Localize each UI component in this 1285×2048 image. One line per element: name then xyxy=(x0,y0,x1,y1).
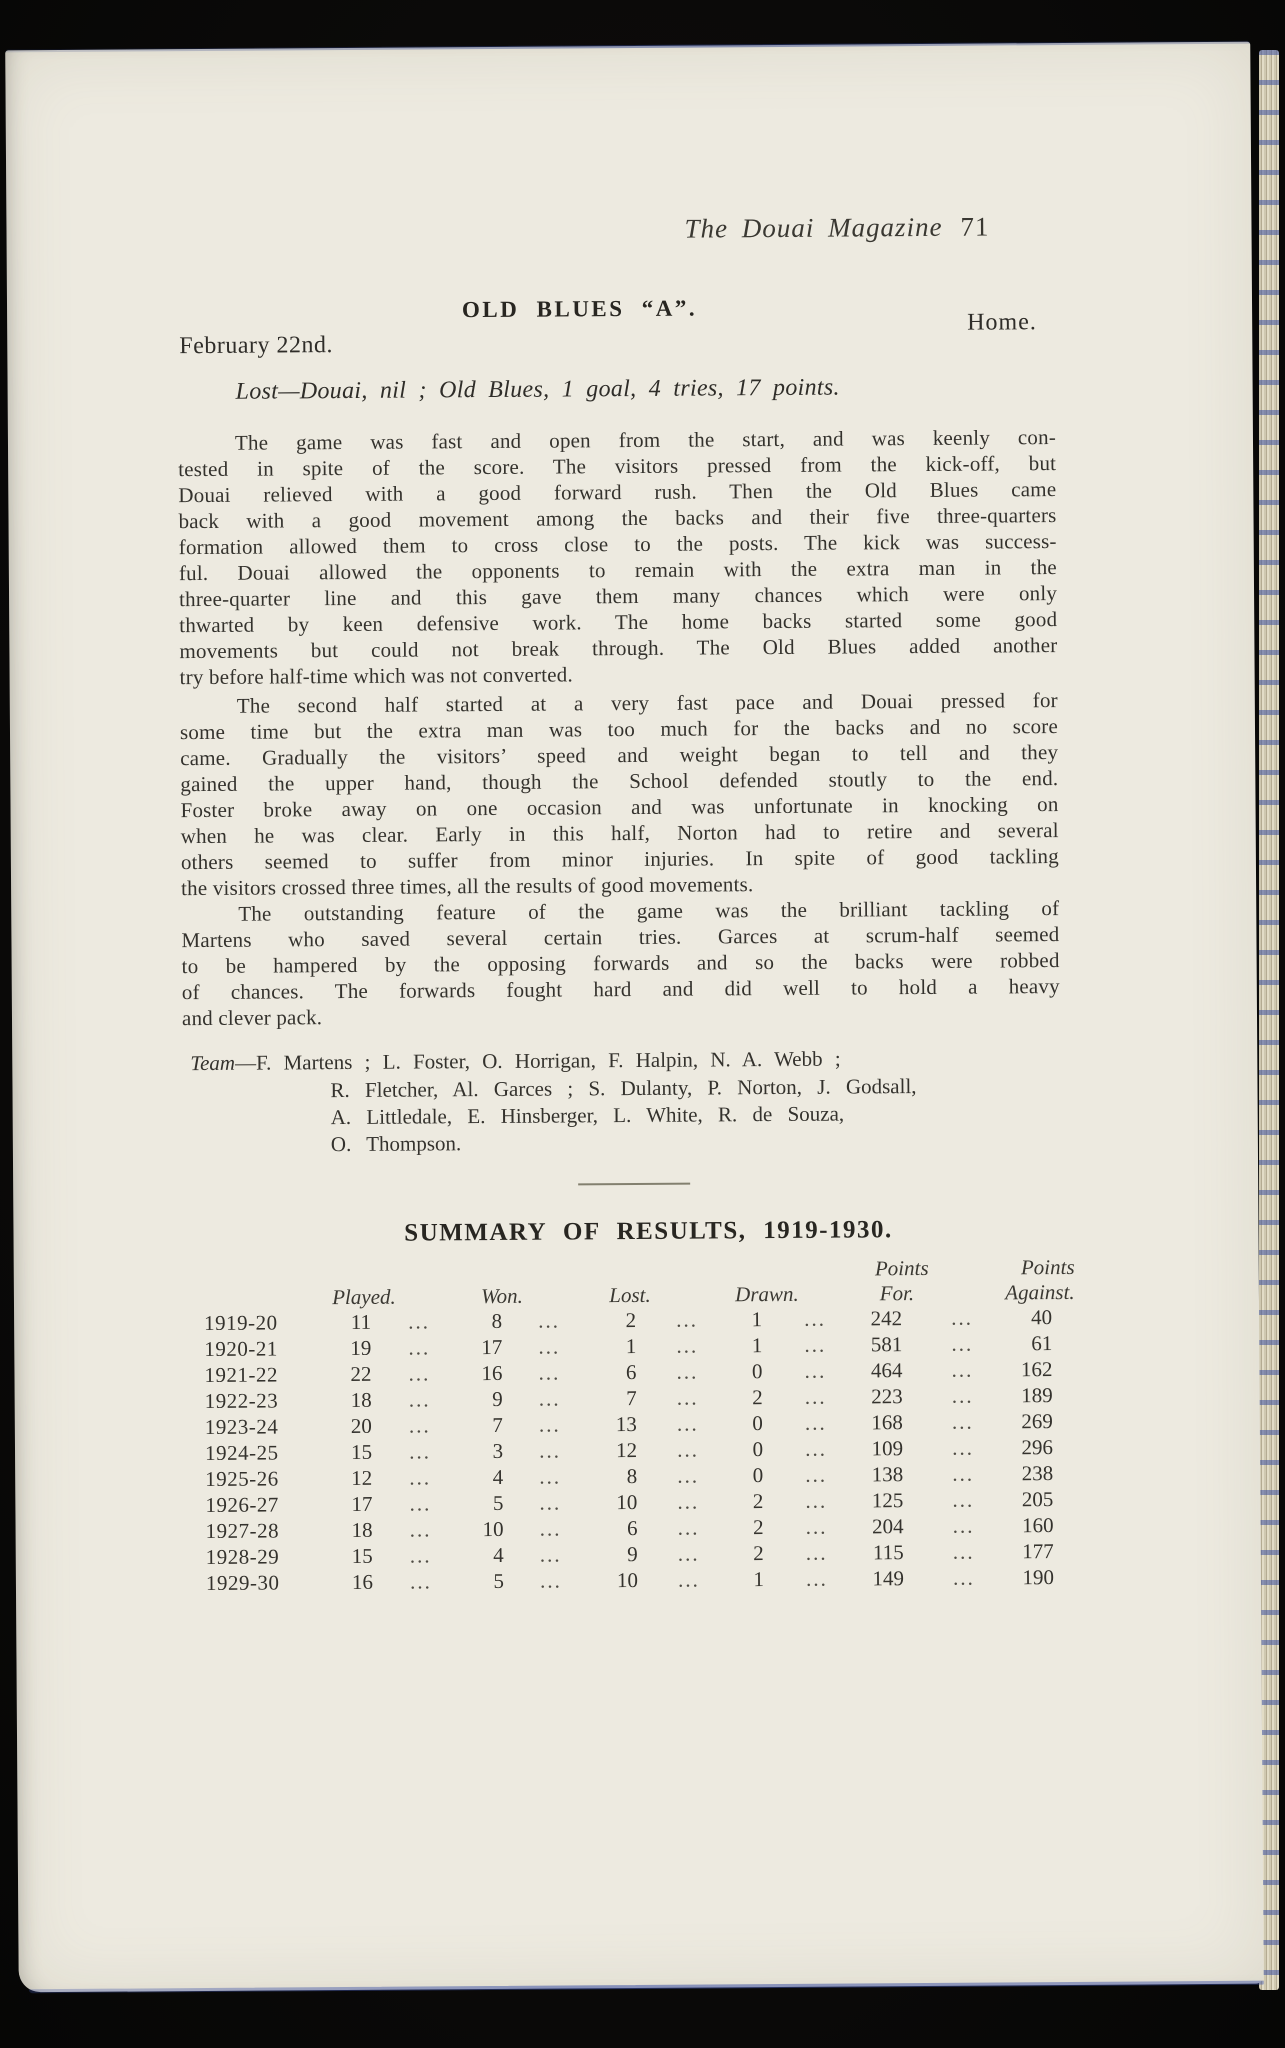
cell-drawn: 2 xyxy=(752,1385,763,1410)
dots-separator: ... xyxy=(539,1490,562,1515)
result-line: Lost—Douai, nil ; Old Blues, 1 goal, 4 tries, 17 points. xyxy=(235,374,840,405)
cell-points-against: 269 xyxy=(1021,1409,1053,1434)
paragraph-line: of chances. The forwards fought hard and did well to hold a heavy xyxy=(181,974,1060,1005)
dots-separator: ... xyxy=(805,1488,828,1513)
venue-label: Home. xyxy=(967,309,1037,336)
paragraph-line: others seemed to suffer from minor injuries. In spite of good tackling xyxy=(180,844,1059,875)
dots-separator: ... xyxy=(804,1358,827,1383)
dots-separator: ... xyxy=(804,1410,827,1435)
cell-won: 4 xyxy=(492,1464,504,1490)
dots-separator: ... xyxy=(952,1487,975,1512)
match-heading: OLD BLUES “A”. xyxy=(461,295,698,323)
team-list-line-1 xyxy=(190,1045,1080,1076)
cell-won: 17 xyxy=(481,1334,503,1360)
dots-separator: ... xyxy=(409,1569,432,1594)
paragraph-line: The outstanding feature of the game was the brilliant tackling of xyxy=(238,896,1060,926)
match-date: February 22nd. xyxy=(179,332,334,360)
cell-played: 12 xyxy=(351,1465,373,1490)
cell-lost: 10 xyxy=(616,1489,638,1515)
cell-lost: 1 xyxy=(625,1333,637,1359)
dots-separator: ... xyxy=(538,1360,561,1385)
dots-separator: ... xyxy=(409,1517,432,1542)
cell-points-against: 238 xyxy=(1021,1461,1054,1486)
dots-separator: ... xyxy=(951,1409,974,1434)
cell-won: 5 xyxy=(493,1568,505,1593)
points-for-upper-label: Points xyxy=(874,1255,929,1281)
magazine-title: The Douai Magazine xyxy=(684,211,943,244)
dots-separator: ... xyxy=(677,1515,700,1540)
cell-lost: 6 xyxy=(626,1515,638,1541)
cell-points-against: 190 xyxy=(1022,1565,1055,1590)
section-divider-rule xyxy=(578,1183,690,1186)
paragraph-line: when he was clear. Early in this half, Norton had to retire and several xyxy=(180,818,1059,849)
paragraph-line: the visitors crossed three times, all the results of good movements. xyxy=(181,872,754,901)
cell-points-for: 204 xyxy=(871,1514,904,1539)
cell-drawn: 1 xyxy=(753,1567,765,1592)
dots-separator: ... xyxy=(676,1307,699,1332)
dots-separator: ... xyxy=(805,1462,828,1487)
dots-separator: ... xyxy=(677,1567,700,1592)
paragraph-line: three-quarter line and this gave them many chances which were only xyxy=(178,581,1058,612)
column-header-played: Played. xyxy=(332,1284,396,1310)
dots-separator: ... xyxy=(677,1437,699,1462)
paragraph-line: to be hampered by the opposing forwards and so the backs were robbed xyxy=(181,948,1060,979)
dots-separator: ... xyxy=(805,1436,827,1461)
dots-separator: ... xyxy=(539,1542,562,1567)
magazine-page xyxy=(5,42,1264,1993)
column-header-won: Won. xyxy=(480,1283,523,1309)
dots-separator: ... xyxy=(538,1412,561,1437)
paragraph-line: Martens who saved several certain tries. Garces at scrum-half seemed xyxy=(181,922,1060,953)
dots-separator: ... xyxy=(539,1438,561,1463)
dots-separator: ... xyxy=(805,1514,828,1539)
cell-points-against: 177 xyxy=(1022,1539,1054,1564)
dots-separator: ... xyxy=(952,1513,975,1538)
column-header-lost: Lost. xyxy=(609,1282,651,1308)
cell-drawn: 2 xyxy=(753,1541,764,1566)
cell-played: 11 xyxy=(350,1309,372,1334)
report-paragraph-3 xyxy=(181,895,1060,1031)
report-paragraph-1 xyxy=(178,424,1058,690)
cell-lost: 13 xyxy=(615,1411,637,1437)
cell-points-against: 296 xyxy=(1021,1435,1054,1460)
cell-season: 1926-27 xyxy=(205,1492,279,1518)
cell-points-for: 115 xyxy=(872,1540,904,1565)
cell-played: 15 xyxy=(351,1543,373,1568)
paragraph-line: gained the upper hand, though the School defended stoutly to the end. xyxy=(180,766,1059,797)
dots-separator: ... xyxy=(539,1464,562,1489)
cell-season: 1922-23 xyxy=(204,1388,279,1414)
cell-drawn: 1 xyxy=(751,1307,763,1332)
cell-played: 18 xyxy=(350,1387,372,1412)
dots-separator: ... xyxy=(804,1306,827,1331)
team-names-line: R. Fletcher, Al. Garces ; S. Dulanty, P. Norton, J. Godsall, xyxy=(330,1074,917,1103)
cell-won: 10 xyxy=(482,1516,504,1542)
paragraph-line: came. Gradually the visitors’ speed and weight began to tell and they xyxy=(180,740,1059,771)
cell-won: 4 xyxy=(493,1542,504,1567)
paragraph-line: and clever pack. xyxy=(181,1005,323,1031)
dots-separator: ... xyxy=(409,1491,432,1516)
dots-separator: ... xyxy=(539,1568,562,1593)
cell-points-for: 581 xyxy=(870,1332,903,1357)
dots-separator: ... xyxy=(951,1305,974,1330)
page-number: 71 xyxy=(960,211,990,242)
paragraph-line: tested in spite of the score. The visitors pressed from the kick-off, but xyxy=(178,451,1057,482)
dots-separator: ... xyxy=(952,1539,975,1564)
dots-separator: ... xyxy=(677,1541,700,1566)
cell-points-against: 189 xyxy=(1021,1383,1053,1408)
dots-separator: ... xyxy=(408,1413,431,1438)
cell-drawn: 2 xyxy=(752,1515,764,1540)
dots-separator: ... xyxy=(676,1411,699,1436)
team-label: Team xyxy=(190,1050,236,1076)
cell-won: 3 xyxy=(492,1438,504,1464)
cell-points-for: 109 xyxy=(871,1436,904,1461)
cell-played: 18 xyxy=(351,1517,373,1542)
dots-separator: ... xyxy=(952,1461,975,1486)
cell-played: 20 xyxy=(350,1413,372,1438)
dots-separator: ... xyxy=(538,1386,561,1411)
cell-points-for: 223 xyxy=(871,1384,903,1409)
dots-separator: ... xyxy=(676,1385,699,1410)
dots-separator: ... xyxy=(409,1543,432,1568)
cell-points-for: 168 xyxy=(871,1410,903,1435)
cell-points-for: 138 xyxy=(871,1462,904,1487)
dots-separator: ... xyxy=(677,1463,700,1488)
cell-season: 1919-20 xyxy=(204,1310,278,1336)
cell-played: 22 xyxy=(350,1361,372,1386)
cell-played: 17 xyxy=(351,1491,373,1516)
cell-season: 1925-26 xyxy=(205,1466,279,1492)
dots-separator: ... xyxy=(539,1516,562,1541)
cell-season: 1924-25 xyxy=(204,1440,279,1466)
paragraph-line: thwarted by keen defensive work. The home backs started some good xyxy=(179,607,1058,638)
team-names: —F. Martens ; L. Foster, O. Horrigan, F. Halpin, N. A. Webb ; xyxy=(234,1046,841,1075)
dots-separator: ... xyxy=(409,1439,431,1464)
cell-lost: 9 xyxy=(627,1541,638,1567)
cell-drawn: 0 xyxy=(752,1463,764,1488)
dots-separator: ... xyxy=(951,1357,974,1382)
cell-won: 8 xyxy=(491,1308,503,1334)
dots-separator: ... xyxy=(805,1540,828,1565)
cell-played: 16 xyxy=(351,1569,374,1594)
cell-played: 15 xyxy=(350,1439,373,1464)
dots-separator: ... xyxy=(805,1566,828,1591)
paragraph-line: movements but could not break through. The Old Blues added another xyxy=(179,633,1058,664)
cell-won: 5 xyxy=(492,1490,504,1516)
dots-separator: ... xyxy=(409,1465,432,1490)
cell-won: 7 xyxy=(492,1412,503,1438)
cell-points-for: 149 xyxy=(872,1566,905,1591)
dots-separator: ... xyxy=(676,1333,699,1358)
cell-points-for: 125 xyxy=(871,1488,904,1513)
dots-separator: ... xyxy=(804,1332,827,1357)
team-names-line: O. Thompson. xyxy=(330,1131,462,1157)
summary-heading: SUMMARY OF RESULTS, 1919-1930. xyxy=(404,1216,893,1247)
column-header-points-against: Against. xyxy=(1005,1279,1075,1305)
paragraph-line: Douai relieved with a good forward rush. Then the Old Blues came xyxy=(178,477,1057,508)
cell-season: 1927-28 xyxy=(205,1518,280,1544)
dots-separator: ... xyxy=(952,1435,974,1460)
cell-drawn: 2 xyxy=(752,1489,764,1514)
cell-lost: 8 xyxy=(626,1463,638,1489)
cell-drawn: 1 xyxy=(751,1333,763,1358)
dots-separator: ... xyxy=(951,1383,974,1408)
dots-separator: ... xyxy=(677,1489,700,1514)
cell-won: 16 xyxy=(481,1360,503,1386)
cell-lost: 10 xyxy=(616,1567,639,1593)
cell-points-for: 242 xyxy=(870,1306,903,1331)
cell-lost: 7 xyxy=(626,1385,637,1411)
cell-points-against: 40 xyxy=(1031,1305,1053,1330)
book-page-edges xyxy=(1259,50,1279,1990)
cell-points-against: 205 xyxy=(1021,1487,1054,1512)
cell-season: 1928-29 xyxy=(205,1544,280,1570)
cell-points-for: 464 xyxy=(870,1358,903,1383)
cell-points-against: 61 xyxy=(1031,1331,1053,1356)
column-header-points-for: For. xyxy=(879,1281,915,1306)
team-list-continuation xyxy=(330,1072,1081,1158)
cell-played: 19 xyxy=(350,1335,372,1360)
dots-separator: ... xyxy=(538,1334,561,1359)
paragraph-line: Foster broke away on one occasion and was unfortunate in knocking on xyxy=(180,792,1059,823)
dots-separator: ... xyxy=(676,1359,699,1384)
cell-lost: 12 xyxy=(615,1437,638,1463)
dots-separator: ... xyxy=(408,1335,431,1360)
paragraph-line: back with a good movement among the backs and their five three-quarters xyxy=(178,503,1057,534)
team-names-line: A. Littledale, E. Hinsberger, L. White, R. de Souza, xyxy=(330,1101,845,1130)
paragraph-line: The game was fast and open from the start, and was keenly con- xyxy=(234,425,1057,455)
dots-separator: ... xyxy=(538,1308,561,1333)
cell-points-against: 162 xyxy=(1020,1357,1053,1382)
cell-points-against: 160 xyxy=(1021,1513,1054,1538)
cell-lost: 6 xyxy=(625,1359,637,1385)
cell-drawn: 0 xyxy=(751,1359,763,1384)
cell-drawn: 0 xyxy=(752,1437,764,1462)
paragraph-line: The second half started at a very fast pace and Douai pressed for xyxy=(236,688,1058,718)
cell-season: 1929-30 xyxy=(205,1570,280,1596)
paragraph-line: ful. Douai allowed the opponents to remain with the extra man in the xyxy=(178,555,1057,586)
cell-won: 9 xyxy=(492,1386,503,1412)
summary-table-body xyxy=(14,1304,1261,1599)
cell-season: 1920-21 xyxy=(204,1336,278,1362)
report-paragraph-2 xyxy=(180,687,1059,901)
paragraph-line: try before half-time which was not converted. xyxy=(179,662,573,690)
paragraph-line: some time but the extra man was too much for the backs and no score xyxy=(179,714,1059,745)
dots-separator: ... xyxy=(952,1565,975,1590)
dots-separator: ... xyxy=(408,1309,431,1334)
dots-separator: ... xyxy=(408,1361,431,1386)
column-header-drawn: Drawn. xyxy=(735,1281,799,1307)
paragraph-line: formation allowed them to cross close to the posts. The kick was success- xyxy=(178,529,1057,560)
points-against-upper-label: Points xyxy=(1020,1254,1075,1280)
cell-drawn: 0 xyxy=(752,1411,763,1436)
cell-lost: 2 xyxy=(625,1307,637,1333)
cell-season: 1921-22 xyxy=(204,1362,279,1388)
running-head xyxy=(601,212,989,246)
cell-season: 1923-24 xyxy=(204,1414,279,1440)
dots-separator: ... xyxy=(408,1387,431,1412)
dots-separator: ... xyxy=(804,1384,827,1409)
dots-separator: ... xyxy=(951,1331,974,1356)
